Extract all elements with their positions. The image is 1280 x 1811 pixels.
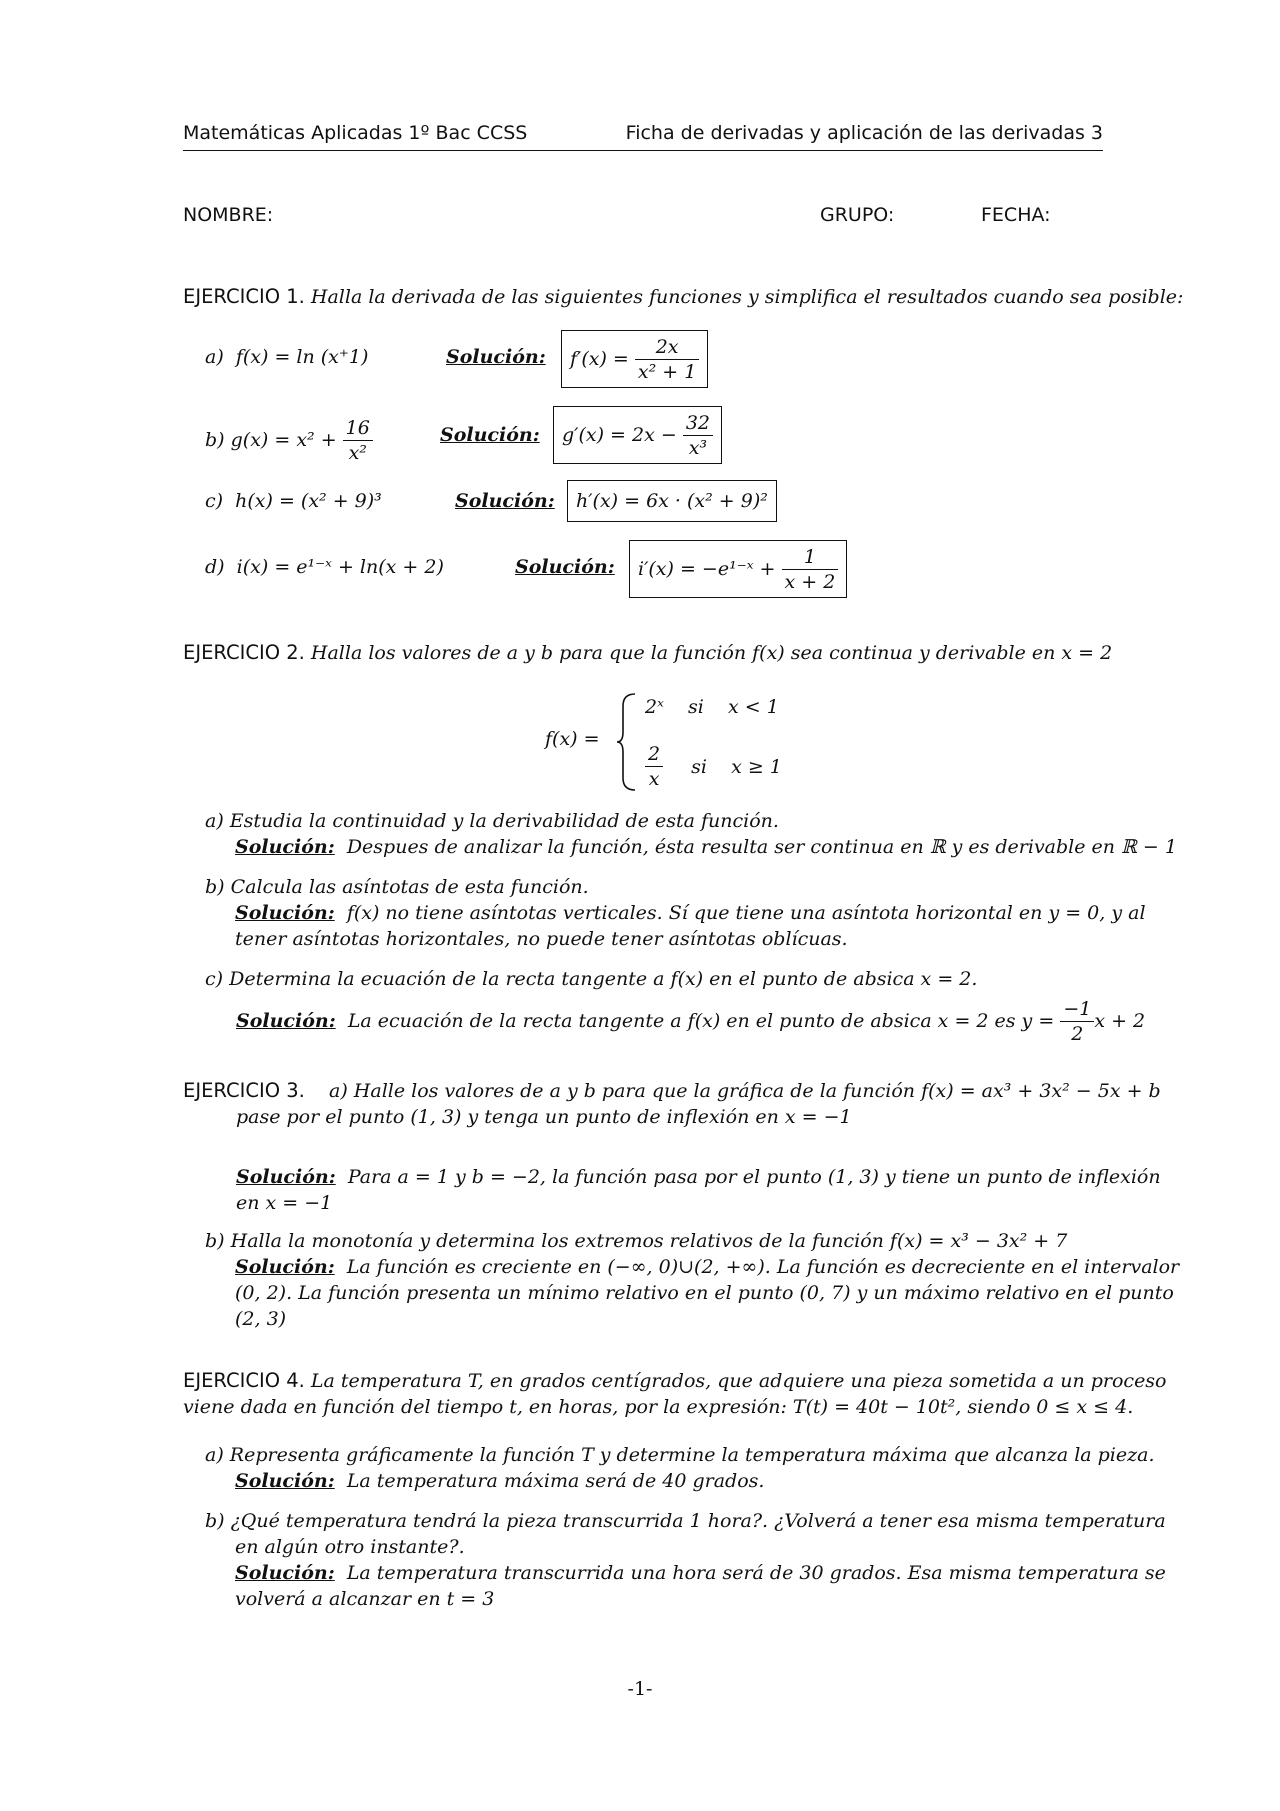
ex2-title: EJERCICIO 2. — [183, 641, 305, 664]
page-header — [183, 122, 1103, 151]
ex1-b-sol-label: Solución: — [440, 424, 540, 446]
piecewise-fx: f(x) = — [545, 728, 600, 750]
ex1-b-solution-box: g′(x) = 2x − $\frac{32}{\text{x³}}$ — [553, 406, 722, 464]
fraction: $\frac{2}{x}$ — [645, 742, 663, 791]
ex1-item-b: b) g(x) = x² + $\frac{16}{\text{x²}}$ — [205, 412, 373, 468]
ex1-item-c: c) h(x) = (x² + 9)³ — [205, 490, 382, 512]
header-title: Ficha de derivadas y aplicación de las derivadas 3 — [625, 122, 1103, 144]
ex3-b: b) Halla la monotonía y determina los extremos relativos de la función f(x) = x³ − 3x² + 7 Solución: La función es creciente en (−∞, 0)∪(2, +∞). La función es decreciente en el intervalor (0, 2). La función presenta un mínimo relativo en el punto (0, 7) y un máximo relativo en el punto (2, 3) — [205, 1230, 1180, 1330]
fecha-field: FECHA: — [981, 204, 1051, 226]
piecewise-case-2: $\frac{2}{x}$ si x ≥ 1 — [645, 742, 782, 791]
ex1-title: EJERCICIO 1. — [183, 285, 305, 308]
ex2-b: b) Calcula las asíntotas de esta función. Solución: f(x) no tiene asíntotas verticales. Sí que tiene una asíntota horizontal en y = 0, y al tener asíntotas horizontales, no puede tener asíntotas oblícuas. — [205, 876, 1146, 950]
ex3-title: EJERCICIO 3. — [183, 1079, 305, 1102]
header-course: Matemáticas Aplicadas 1º Bac CCSS — [183, 122, 528, 144]
nombre-field: NOMBRE: — [183, 204, 274, 226]
ex1-c-sol-label: Solución: — [455, 490, 555, 512]
fraction: $\frac{-1}{2}$ — [1060, 997, 1094, 1046]
left-brace — [615, 692, 639, 792]
fraction: $\frac{2x}{\text{x² + 1}}$ — [635, 335, 699, 384]
ex1-item-a: a) f(x) = ln (x⁺1) — [205, 346, 369, 368]
piecewise-case-1: 2ˣ si x < 1 — [645, 696, 779, 718]
ex1-d-sol-label: Solución: — [515, 556, 615, 578]
ex1-text: Halla la derivada de las siguientes funciones y simplifica el resultados cuando sea posible: — [310, 286, 1184, 308]
ex2-text: Halla los valores de a y b para que la función f(x) sea continua y derivable en x = 2 — [310, 642, 1113, 664]
page-number: -1- — [627, 1678, 653, 1700]
ex4-b: b) ¿Qué temperatura tendrá la pieza transcurrida 1 hora?. ¿Volverá a tener esa misma temperatura en algún otro instante?. Solución: La temperatura transcurrida una hora será de 30 grados. Esa misma temperatura se volverá a alcanzar en t = 3 — [205, 1510, 1166, 1610]
ex4-a: a) Representa gráficamente la función T y determine la temperatura máxima que alcanza la pieza. Solución: La temperatura máxima será de 40 grados. — [205, 1444, 1155, 1492]
ex3-a-solution: Solución: Para a = 1 y b = −2, la función pasa por el punto (1, 3) y tiene un punto de inflexión en x = −1 — [236, 1166, 1161, 1214]
fraction: $\frac{32}{\text{x³}}$ — [683, 411, 713, 460]
ex1-a-sol-label: Solución: — [446, 346, 546, 368]
ex2-statement — [183, 640, 1112, 666]
ex3-statement: EJERCICIO 3. a) Halle los valores de a y b para que la gráfica de la función f(x) = ax³ + 3x² − 5x + b pase por el punto (1, 3) y tenga un punto de inflexión en x = −1 — [183, 1079, 1161, 1128]
fraction: $\frac{1}{x + 2}$ — [782, 545, 839, 594]
ex1-statement — [183, 284, 1183, 310]
fraction: $\frac{16}{\text{x²}}$ — [343, 416, 373, 465]
ex4-title: EJERCICIO 4. — [183, 1369, 305, 1392]
ex1-c-solution-box: h′(x) = 6x · (x² + 9)² — [567, 480, 777, 522]
ex1-d-solution-box: i′(x) = −e¹⁻ˣ + $\frac{1}{x + 2}$ — [629, 540, 847, 598]
ex1-a-solution-box: f′(x) = $\frac{2x}{\text{x² + 1}}$ — [561, 330, 708, 388]
ex1-a-function: f(x) = ln (x⁺1) — [235, 346, 369, 368]
ex2-c: c) Determina la ecuación de la recta tangente a f(x) en el punto de absica x = 2. — [205, 968, 978, 990]
ex2-c-solution: Solución: La ecuación de la recta tangente a f(x) en el punto de absica x = 2 es y = $\frac{-1}{2}$ x + 2 — [236, 997, 1146, 1045]
ex1-item-d: d) i(x) = e¹⁻ˣ + ln(x + 2) — [205, 556, 444, 578]
grupo-field: GRUPO: — [820, 204, 895, 226]
ex2-a: a) Estudia la continuidad y la derivabilidad de esta función. Solución: Despues de analizar la función, ésta resulta ser continua en ℝ y es derivable en ℝ − 1 — [205, 810, 1177, 858]
ex4-statement: EJERCICIO 4. La temperatura T, en grados centígrados, que adquiere una pieza sometida a un proceso viene dada en función del tiempo t, en horas, por la expresión: T(t) = 40t − 10t², siendo 0 ≤ x ≤ 4. — [183, 1369, 1167, 1418]
